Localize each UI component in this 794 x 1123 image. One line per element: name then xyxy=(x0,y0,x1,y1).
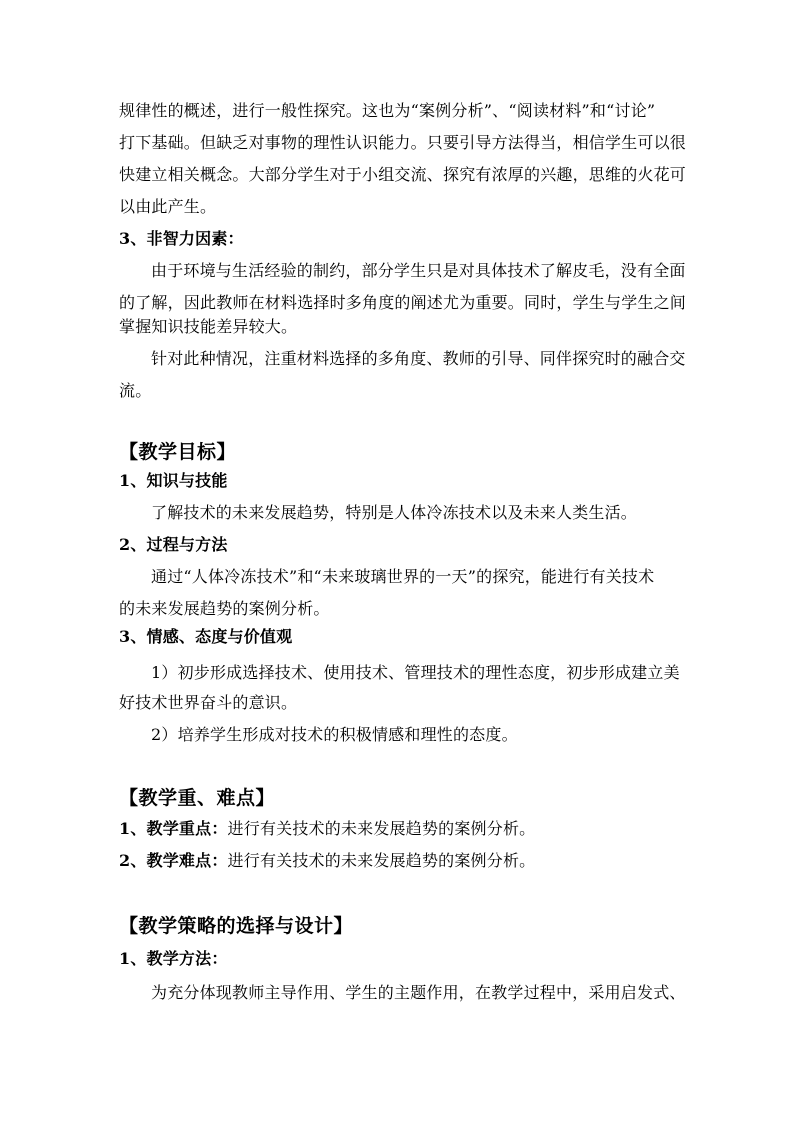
difficulty-label: 2、教学难点： xyxy=(119,851,228,870)
goal-text-process: 的未来发展趋势的案例分析。 xyxy=(119,599,330,618)
keypoint-item xyxy=(119,851,535,871)
paragraph-line: 打下基础。但缺乏对事物的理性认识能力。只要引导方法得当，相信学生可以很 xyxy=(119,133,687,152)
subheading-nonintellect: 3、非智力因素： xyxy=(119,229,244,248)
paragraph-line: 以由此产生。 xyxy=(119,197,217,216)
goal-text-knowledge: 了解技术的未来发展趋势，特别是人体冷冻技术以及未来人类生活。 xyxy=(151,503,638,522)
paragraph-line: 规律性的概述，进行一般性探究。这也为“案例分析”、“阅读材料”和“讨论” xyxy=(119,101,656,120)
strategy-text-method: 为充分体现教师主导作用、学生的主题作用，在教学过程中，采用启发式、 xyxy=(151,983,686,1002)
goal-item-1: 好技术世界奋斗的意识。 xyxy=(119,693,298,712)
difficulty-text: 进行有关技术的未来发展趋势的案例分析。 xyxy=(227,851,536,870)
paragraph-line: 快建立相关概念。大部分学生对于小组交流、探究有浓厚的兴趣，思维的火花可 xyxy=(119,165,687,184)
paragraph-line: 掌握知识技能差异较大。 xyxy=(119,317,298,336)
goal-heading-process: 2、过程与方法 xyxy=(119,535,228,554)
goal-heading-emotion: 3、情感、态度与价值观 xyxy=(119,627,293,646)
keypoint-text: 进行有关技术的未来发展趋势的案例分析。 xyxy=(227,819,536,838)
keypoint-label: 1、教学重点： xyxy=(119,819,228,838)
section-title-goals: 【教学目标】 xyxy=(119,441,237,463)
keypoint-item xyxy=(119,819,535,839)
goal-item-1: 1）初步形成选择技术、使用技术、管理技术的理性态度，初步形成建立美 xyxy=(151,663,680,682)
section-title-strategy: 【教学策略的选择与设计】 xyxy=(119,915,354,937)
strategy-heading-method: 1、教学方法： xyxy=(119,949,228,968)
paragraph-line: 流。 xyxy=(119,381,152,400)
goal-text-process: 通过“人体冷冻技术”和“未来玻璃世界的一天”的探究，能进行有关技术 xyxy=(151,567,655,586)
section-title-keypoints: 【教学重、难点】 xyxy=(119,787,276,809)
goal-item-2: 2）培养学生形成对技术的积极情感和理性的态度。 xyxy=(151,725,518,744)
paragraph-line: 针对此种情况，注重材料选择的多角度、教师的引导、同伴探究时的融合交 xyxy=(151,349,686,368)
paragraph-line: 的了解，因此教师在材料选择时多角度的阐述尤为重要。同时，学生与学生之间 xyxy=(119,293,687,312)
paragraph-line: 由于环境与生活经验的制约，部分学生只是对具体技术了解皮毛，没有全面 xyxy=(151,261,686,280)
goal-heading-knowledge: 1、知识与技能 xyxy=(119,471,228,490)
